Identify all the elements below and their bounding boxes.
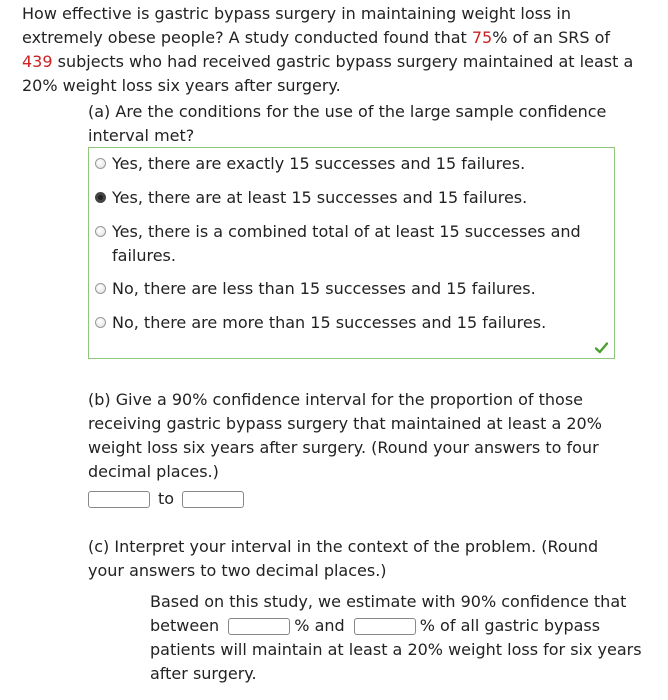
choice-4-label: No, there are more than 15 successes and 15 failures. (112, 313, 547, 332)
part-a-choices (88, 147, 615, 359)
to-label: to (158, 489, 175, 508)
part-c-sentence-2: patients will maintain at least a 20% weight loss for six years after surgery. (150, 640, 642, 683)
part-c-sentence-1: Based on this study, we estimate with 90% confidence that between (150, 592, 627, 635)
percent-value: 75 (471, 28, 493, 47)
choice-3-label: No, there are less than 15 successes and 15 failures. (112, 279, 536, 298)
part-c-answer (150, 590, 655, 686)
choice-3[interactable] (95, 277, 592, 301)
choice-2-label: Yes, there is a combined total of at least 15 successes and failures. (112, 222, 581, 265)
choice-0-label: Yes, there are exactly 15 successes and 15 failures. (112, 154, 526, 173)
radio-1[interactable] (95, 192, 106, 203)
part-c-question: (c) Interpret your interval in the context of the problem. (Round your answers to two decimal places.) (88, 537, 599, 580)
radio-4[interactable] (95, 317, 106, 328)
choice-1-label: Yes, there are at least 15 successes and 15 failures. (112, 188, 528, 207)
part-b-question: (b) Give a 90% confidence interval for the proportion of those receiving gastric bypass surgery that maintained at least a 20% weight loss six years after surgery. (Round your answers to four decimal places.) (88, 390, 602, 481)
radio-3[interactable] (95, 283, 106, 294)
pct-and-label: % and (294, 616, 345, 635)
checkmark-icon (595, 342, 608, 354)
intro-part2: % of an SRS of (492, 28, 610, 47)
pct-rest-label: % of all gastric bypass (419, 616, 601, 635)
part-a-question: (a) Are the conditions for the use of the large sample confidence interval met? (88, 102, 607, 145)
intro-part3: subjects who had received gastric bypass surgery maintained at least a 20% weight loss six years after surgery. (22, 52, 634, 95)
part-b-answer-row (88, 487, 244, 511)
ci-lower-input[interactable] (88, 491, 150, 508)
choice-4[interactable] (95, 311, 592, 335)
pct-lower-input[interactable] (228, 618, 290, 635)
radio-2[interactable] (95, 226, 106, 237)
ci-upper-input[interactable] (182, 491, 244, 508)
sample-size: 439 (22, 52, 53, 71)
choice-1[interactable] (95, 186, 592, 210)
choice-0[interactable] (95, 152, 592, 176)
radio-0[interactable] (95, 158, 106, 169)
pct-upper-input[interactable] (354, 618, 416, 635)
choice-2[interactable] (95, 220, 612, 268)
intro-part1: How effective is gastric bypass surgery in maintaining weight loss in extremely obese people? A study conducted found that (22, 4, 571, 47)
intro-text (22, 2, 647, 98)
